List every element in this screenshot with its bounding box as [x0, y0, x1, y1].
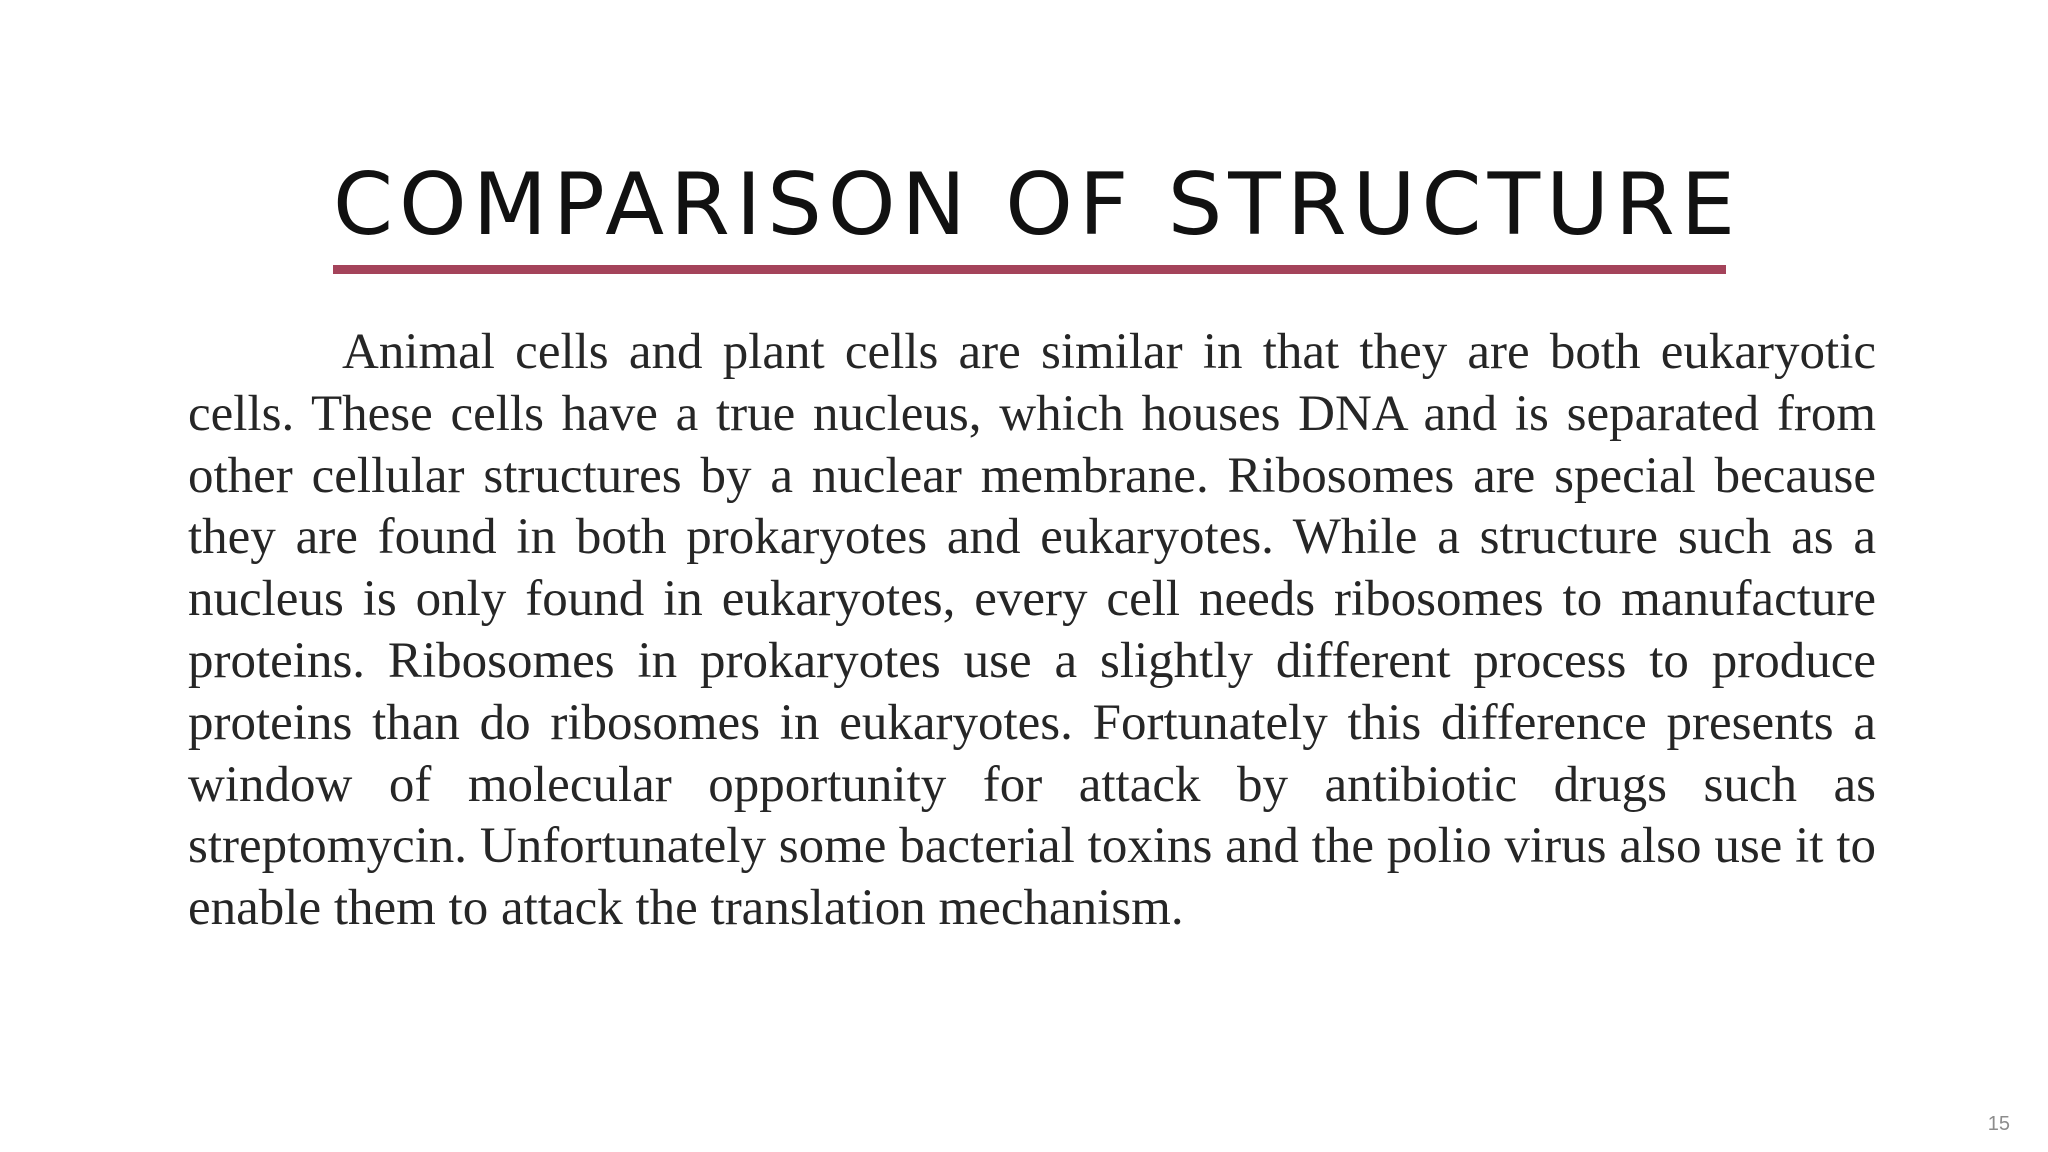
title-underline-divider — [333, 265, 1726, 274]
slide-title: COMPARISON OF STRUCTURE — [333, 155, 1742, 255]
page-number: 15 — [1987, 1113, 2010, 1135]
body-paragraph: Animal cells and plant cells are similar in that they are both eukaryotic cells. These cells have a true nucleus, which houses DNA and is separated from other cellular structures by a nuclear membrane. Ribosomes are special because they are found in both prokaryotes and eukaryotes. While a structure such as a nucleus is only found in eukaryotes, every cell needs ribosomes to manufacture proteins. Ribosomes in prokaryotes use a slightly different process to produce proteins than do ribosomes in eukaryotes. Fortunately this difference presents a window of molecular opportunity for attack by antibiotic drugs such as streptomycin. Unfortunately some bacterial toxins and the polio virus also use it to enable them to attack the translation mechanism. — [188, 324, 1876, 937]
